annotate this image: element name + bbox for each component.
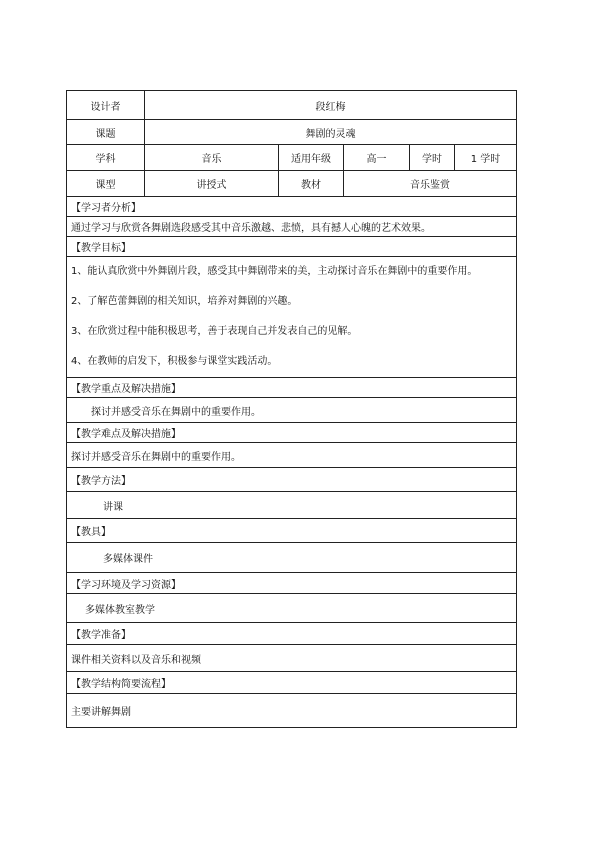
hours-label: 学时 [410, 145, 455, 171]
flow-title: 【教学结构简要流程】 [67, 672, 517, 694]
difficulty-body-row [67, 443, 517, 468]
flow-body-row [67, 694, 517, 728]
topic-value: 舞剧的灵魂 [145, 120, 517, 145]
type-label: 课型 [67, 171, 145, 197]
topic-label: 课题 [67, 120, 145, 145]
tools-text: 多媒体课件 [67, 543, 517, 573]
method-text: 讲课 [67, 492, 517, 519]
prep-text: 课件相关资料以及音乐和视频 [67, 645, 517, 672]
difficulty-title-row [67, 423, 517, 443]
tools-title: 【教具】 [67, 519, 517, 543]
lesson-plan-form [66, 90, 516, 728]
topic-row [67, 120, 517, 145]
keypoints-text: 探讨并感受音乐在舞剧中的重要作用。 [67, 398, 517, 423]
goal-item: 4、在教师的启发下，积极参与课堂实践活动。 [71, 356, 278, 367]
keypoints-title: 【教学重点及解决措施】 [67, 378, 517, 398]
flow-title-row [67, 672, 517, 694]
goal-item: 1、能认真欣赏中外舞剧片段，感受其中舞剧带来的美，主动探讨音乐在舞剧中的重要作用。 [71, 266, 478, 277]
prep-body-row [67, 645, 517, 672]
type-row [67, 171, 517, 197]
tools-title-row [67, 519, 517, 543]
goals-body-row [67, 257, 517, 378]
prep-title: 【教学准备】 [67, 623, 517, 645]
goal-item: 2、了解芭蕾舞剧的相关知识，培养对舞剧的兴趣。 [71, 296, 298, 307]
grade-value: 高一 [344, 145, 410, 171]
method-body-row [67, 492, 517, 519]
learner-title-row [67, 197, 517, 217]
prep-title-row [67, 623, 517, 645]
designer-label: 设计者 [67, 91, 145, 120]
type-value: 讲授式 [145, 171, 279, 197]
method-title: 【教学方法】 [67, 468, 517, 492]
env-text: 多媒体教室教学 [67, 594, 517, 623]
method-title-row [67, 468, 517, 492]
subject-row [67, 145, 517, 171]
goals-title-row [67, 237, 517, 257]
flow-text: 主要讲解舞剧 [67, 694, 517, 728]
designer-value: 段红梅 [145, 91, 517, 120]
grade-label: 适用年级 [279, 145, 344, 171]
goal-item: 3、在欣赏过程中能积极思考，善于表现自己并发表自己的见解。 [71, 326, 358, 337]
difficulty-title: 【教学难点及解决措施】 [67, 423, 517, 443]
material-value: 音乐鉴赏 [344, 171, 517, 197]
learner-text: 通过学习与欣赏各舞剧选段感受其中音乐激越、悲愤，具有撼人心魄的艺术效果。 [67, 217, 517, 237]
learner-body-row [67, 217, 517, 237]
subject-value: 音乐 [145, 145, 279, 171]
subject-label: 学科 [67, 145, 145, 171]
keypoints-body-row [67, 398, 517, 423]
goals-title: 【教学目标】 [67, 237, 517, 257]
difficulty-text: 探讨并感受音乐在舞剧中的重要作用。 [67, 443, 517, 468]
tools-body-row [67, 543, 517, 573]
designer-row [67, 91, 517, 120]
env-body-row [67, 594, 517, 623]
keypoints-title-row [67, 378, 517, 398]
learner-title: 【学习者分析】 [67, 197, 517, 217]
env-title: 【学习环境及学习资源】 [67, 573, 517, 594]
hours-value: 1 学时 [455, 145, 517, 171]
material-label: 教材 [279, 171, 344, 197]
env-title-row [67, 573, 517, 594]
goals-list [67, 257, 517, 378]
lesson-plan-table [66, 90, 517, 728]
